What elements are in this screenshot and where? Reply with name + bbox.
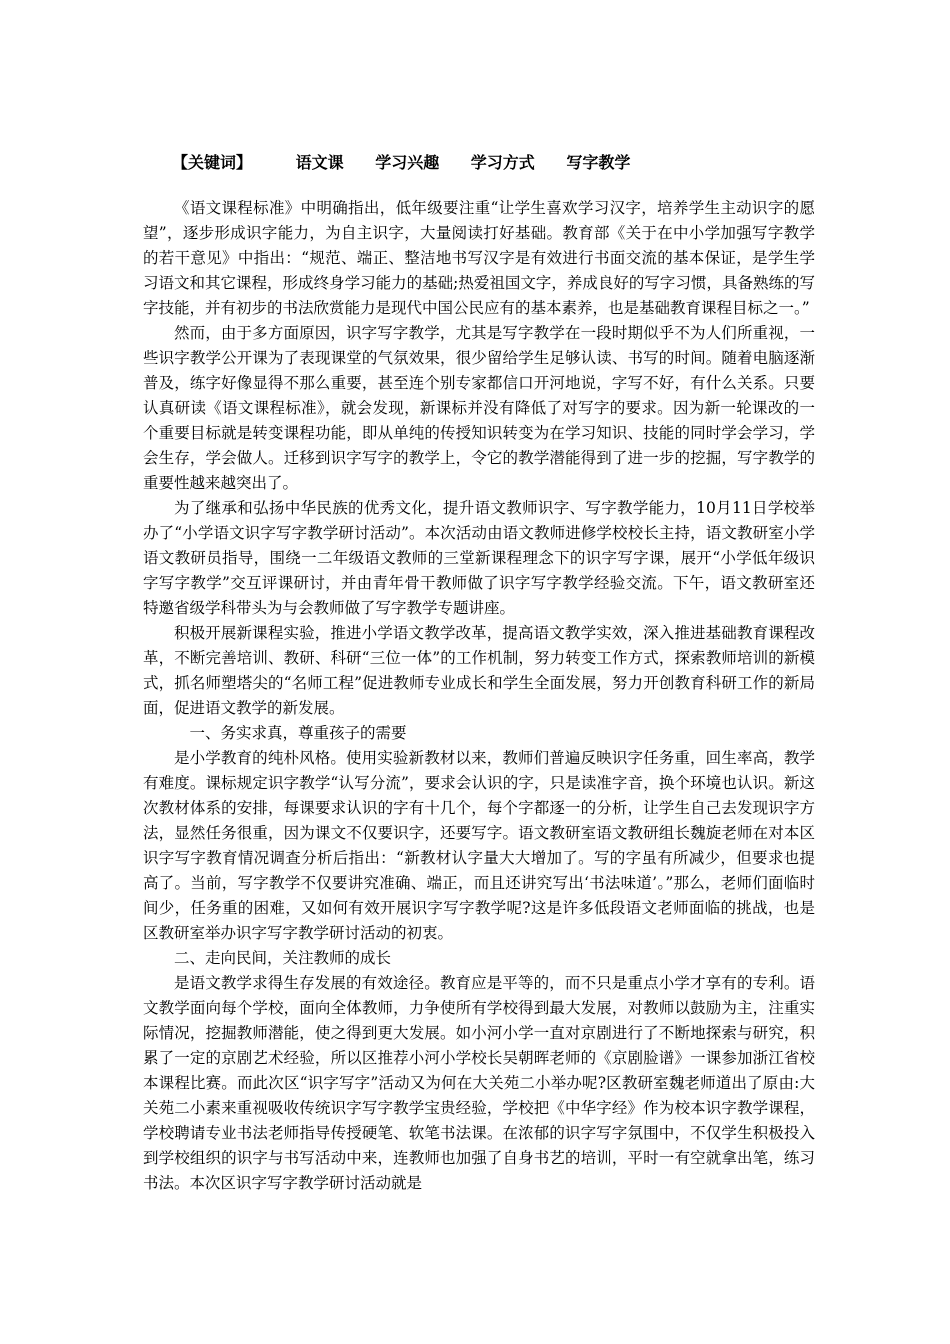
- article-body: [143, 196, 815, 1196]
- keyword-item: 学习兴趣: [375, 153, 440, 172]
- keywords-line: [172, 150, 656, 173]
- body-paragraph: 《语文课程标准》中明确指出，低年级要注重“让学生喜欢学习汉字，培养学生主动识字的愿望”，逐步形成识字能力，为自主识字，大量阅读打好基础。教育部《关于在中小学加强写字教学的若干意见》中指出：“规范、端正、整洁地书写汉字是有效进行书面交流的基本保证，是学生学习语文和其它课程，形成终身学习能力的基础;热爱祖国文字，养成良好的写字习惯，具备熟练的写字技能，并有初步的书法欣赏能力是现代中国公民应有的基本素养，也是基础教育课程目标之一。”: [143, 199, 815, 317]
- keywords-label: 【关键词】: [172, 153, 253, 172]
- section-heading: 一、务实求真，尊重孩子的需要: [189, 724, 407, 742]
- body-paragraph: 然而，由于多方面原因，识字写字教学，尤其是写字教学在一段时期似乎不为人们所重视，一些识字教学公开课为了表现课堂的气氛效果，很少留给学生足够认读、书写的时间。随着电脑逐渐普及，练字好像显得不那么重要，甚至连个别专家都信口开河地说，字写不好，有什么关系。只要认真研读《语文课程标准》，就会发现，新课标并没有降低了对写字的要求。因为新一轮课改的一个重要目标就是转变课程功能，即从单纯的传授知识转变为在学习知识、技能的同时学会学习，学会生存，学会做人。迁移到识字写字的教学上，令它的教学潜能得到了进一步的挖掘，写字教学的重要性越来越突出了。: [143, 324, 815, 492]
- keyword-item: 语文课: [295, 153, 344, 172]
- keyword-item: 写字教学: [566, 153, 631, 172]
- body-paragraph: 积极开展新课程实验，推进小学语文教学改革，提高语文教学实效，深入推进基础教育课程改革，不断完善培训、教研、科研“三位一体”的工作机制，努力转变工作方式，探索教师培训的新模式，抓名师塑塔尖的“名师工程”促进教师专业成长和学生全面发展，努力开创教育科研工作的新局面，促进语文教学的新发展。: [143, 624, 815, 717]
- body-paragraph: 是语文教学求得生存发展的有效途径。教育应是平等的，而不只是重点小学才享有的专利。语文教学面向每个学校，面向全体教师，力争使所有学校得到最大发展，对教师以鼓励为主，注重实际情况，挖掘教师潜能，使之得到更大发展。如小河小学一直对京剧进行了不断地探索与研究，积累了一定的京剧艺术经验，所以区推荐小河小学校长吴朝晖老师的《京剧脸谱》一课参加浙江省校本课程比赛。而此次区“识字写字”活动又为何在大关苑二小举办呢?区教研室魏老师道出了原由:大关苑二小素来重视吸收传统识字写字教学宝贵经验，学校把《中华字经》作为校本识字教学课程，学校聘请专业书法老师指导传授硬笔、软笔书法课。在浓郁的识字写字氛围中，不仅学生积极投入到学校组织的识字与书写活动中来，连教师也加强了自身书艺的培训，平时一有空就拿出笔，练习书法。本次区识字写字教学研讨活动就是: [143, 974, 815, 1192]
- body-paragraph: 是小学教育的纯朴风格。使用实验新教材以来，教师们普遍反映识字任务重，回生率高，教学有难度。课标规定识字教学“认写分流”，要求会认识的字，只是读准字音，换个环境也认识。新这次教材体系的安排，每课要求认识的字有十几个，每个字都逐一的分析，让学生自己去发现识字方法，显然任务很重，因为课文不仅要识字，还要写字。语文教研室语文教研组长魏旋老师在对本区识字写字教育情况调查分析后指出：“新教材认字量大大增加了。写的字虽有所减少，但要求也提高了。当前，写字教学不仅要讲究准确、端正，而且还讲究写出‘书法味道’。”那么，老师们面临时间少，任务重的困难，又如何有效开展识字写字教学呢?这是许多低段语文老师面临的挑战，也是区教研室举办识字写字教学研讨活动的初衷。: [143, 749, 815, 942]
- keyword-item: 学习方式: [470, 153, 535, 172]
- section-heading: 二、走向民间，关注教师的成长: [174, 949, 392, 967]
- body-paragraph: 为了继承和弘扬中华民族的优秀文化，提升语文教师识字、写字教学能力，10月11日学校举办了“小学语文识字写字教学研讨活动”。本次活动由语文教师进修学校校长主持，语文教研室小学语文教研员指导，围绕一二年级语文教师的三堂新课程理念下的识字写字课，展开“小学低年级识字写字教学”交互评课研讨，并由青年骨干教师做了识字写字教学经验交流。下午，语文教研室还特邀省级学科带头为与会教师做了写字教学专题讲座。: [143, 499, 815, 617]
